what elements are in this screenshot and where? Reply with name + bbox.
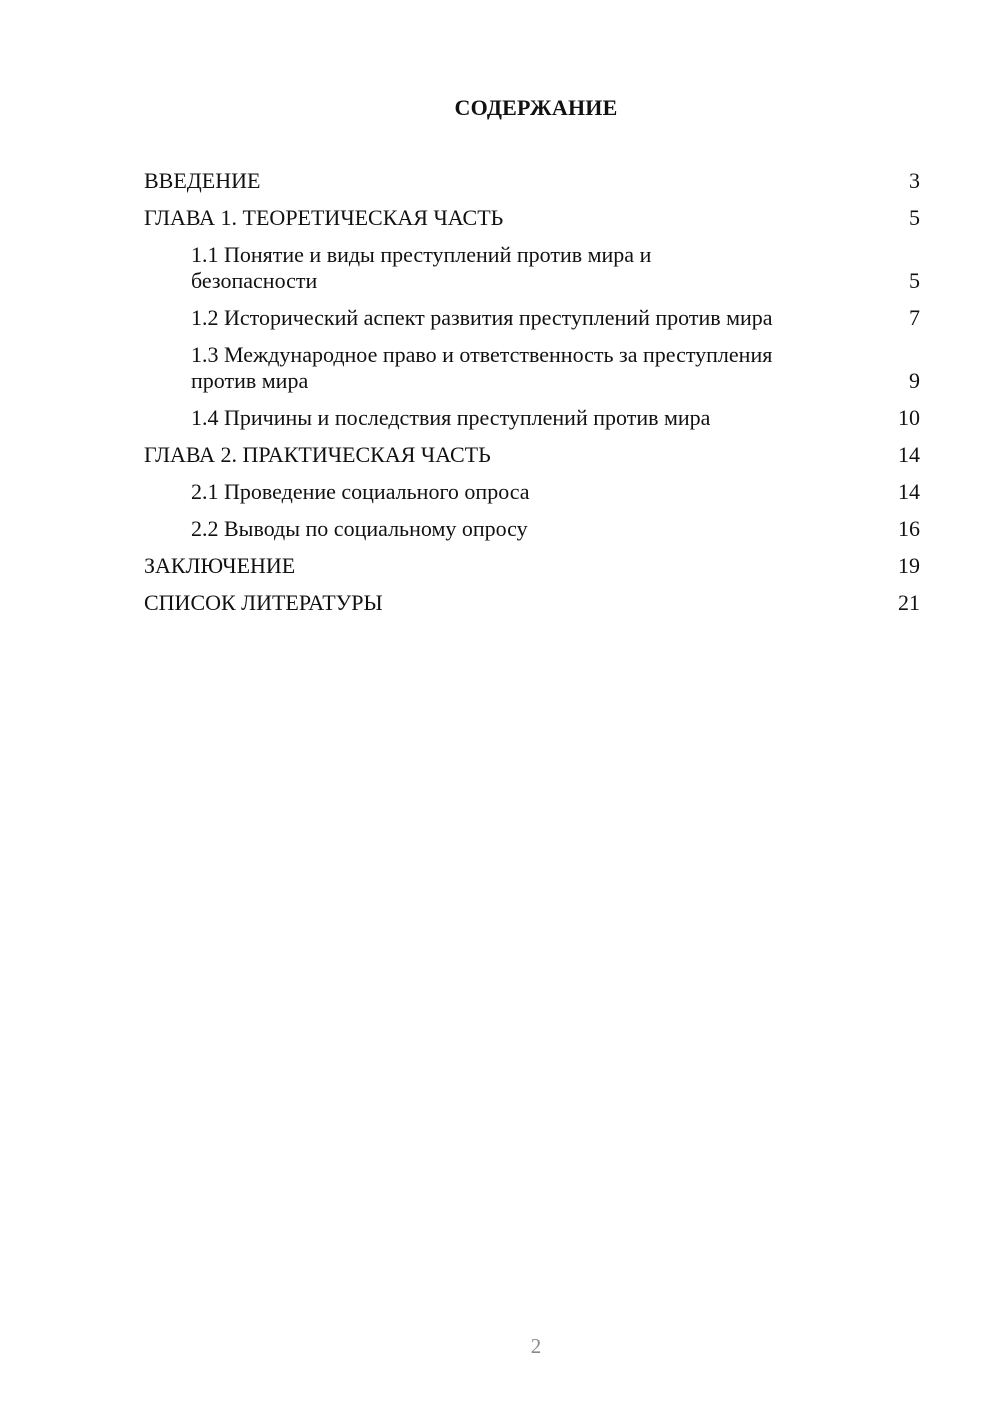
toc-entry-title: 1.3 Международное право и ответственность за преступления против мира — [191, 342, 773, 393]
toc-entry-section-1-3[interactable] — [144, 342, 920, 394]
toc-entry-page: 3 — [909, 168, 920, 193]
toc-entry-title: СПИСОК ЛИТЕРАТУРЫ — [144, 590, 383, 615]
toc-entry-title: 2.2 Выводы по социальному опросу — [191, 516, 528, 541]
table-of-contents — [144, 168, 920, 627]
toc-entry-references[interactable] — [144, 590, 920, 616]
page-number: 2 — [530, 1334, 542, 1358]
toc-entry-title: 1.4 Причины и последствия преступлений против мира — [191, 405, 711, 430]
toc-entry-title: ГЛАВА 1. ТЕОРЕТИЧЕСКАЯ ЧАСТЬ — [144, 205, 504, 230]
toc-entry-section-2-2[interactable] — [144, 516, 920, 542]
toc-entry-title: 1.2 Исторический аспект развития преступлений против мира — [191, 305, 773, 330]
toc-entry-page: 10 — [898, 405, 920, 430]
toc-entry-page: 5 — [909, 268, 920, 293]
toc-entry-section-1-2[interactable] — [144, 305, 920, 331]
toc-entry-section-2-1[interactable] — [144, 479, 920, 505]
toc-entry-page: 9 — [909, 368, 920, 393]
toc-entry-page: 7 — [909, 305, 920, 330]
toc-entry-page: 5 — [909, 205, 920, 230]
toc-entry-title: ГЛАВА 2. ПРАКТИЧЕСКАЯ ЧАСТЬ — [144, 442, 491, 467]
toc-entry-chapter-1[interactable] — [144, 205, 920, 231]
toc-entry-conclusion[interactable] — [144, 553, 920, 579]
toc-entry-title: 2.1 Проведение социального опроса — [191, 479, 530, 504]
toc-entry-page: 14 — [898, 442, 920, 467]
toc-entry-page: 16 — [898, 516, 920, 541]
toc-entry-page: 14 — [898, 479, 920, 504]
toc-entry-chapter-2[interactable] — [144, 442, 920, 468]
toc-entry-introduction[interactable] — [144, 168, 920, 194]
toc-entry-section-1-4[interactable] — [144, 405, 920, 431]
toc-entry-title: ЗАКЛЮЧЕНИЕ — [144, 553, 296, 578]
toc-entry-page: 19 — [898, 553, 920, 578]
toc-entry-section-1-1[interactable] — [144, 242, 920, 294]
toc-entry-title: 1.1 Понятие и виды преступлений против мира и безопасности — [191, 242, 652, 293]
toc-entry-page: 21 — [898, 590, 920, 615]
toc-heading: СОДЕРЖАНИЕ — [454, 95, 618, 120]
toc-entry-title: ВВЕДЕНИЕ — [144, 168, 261, 193]
